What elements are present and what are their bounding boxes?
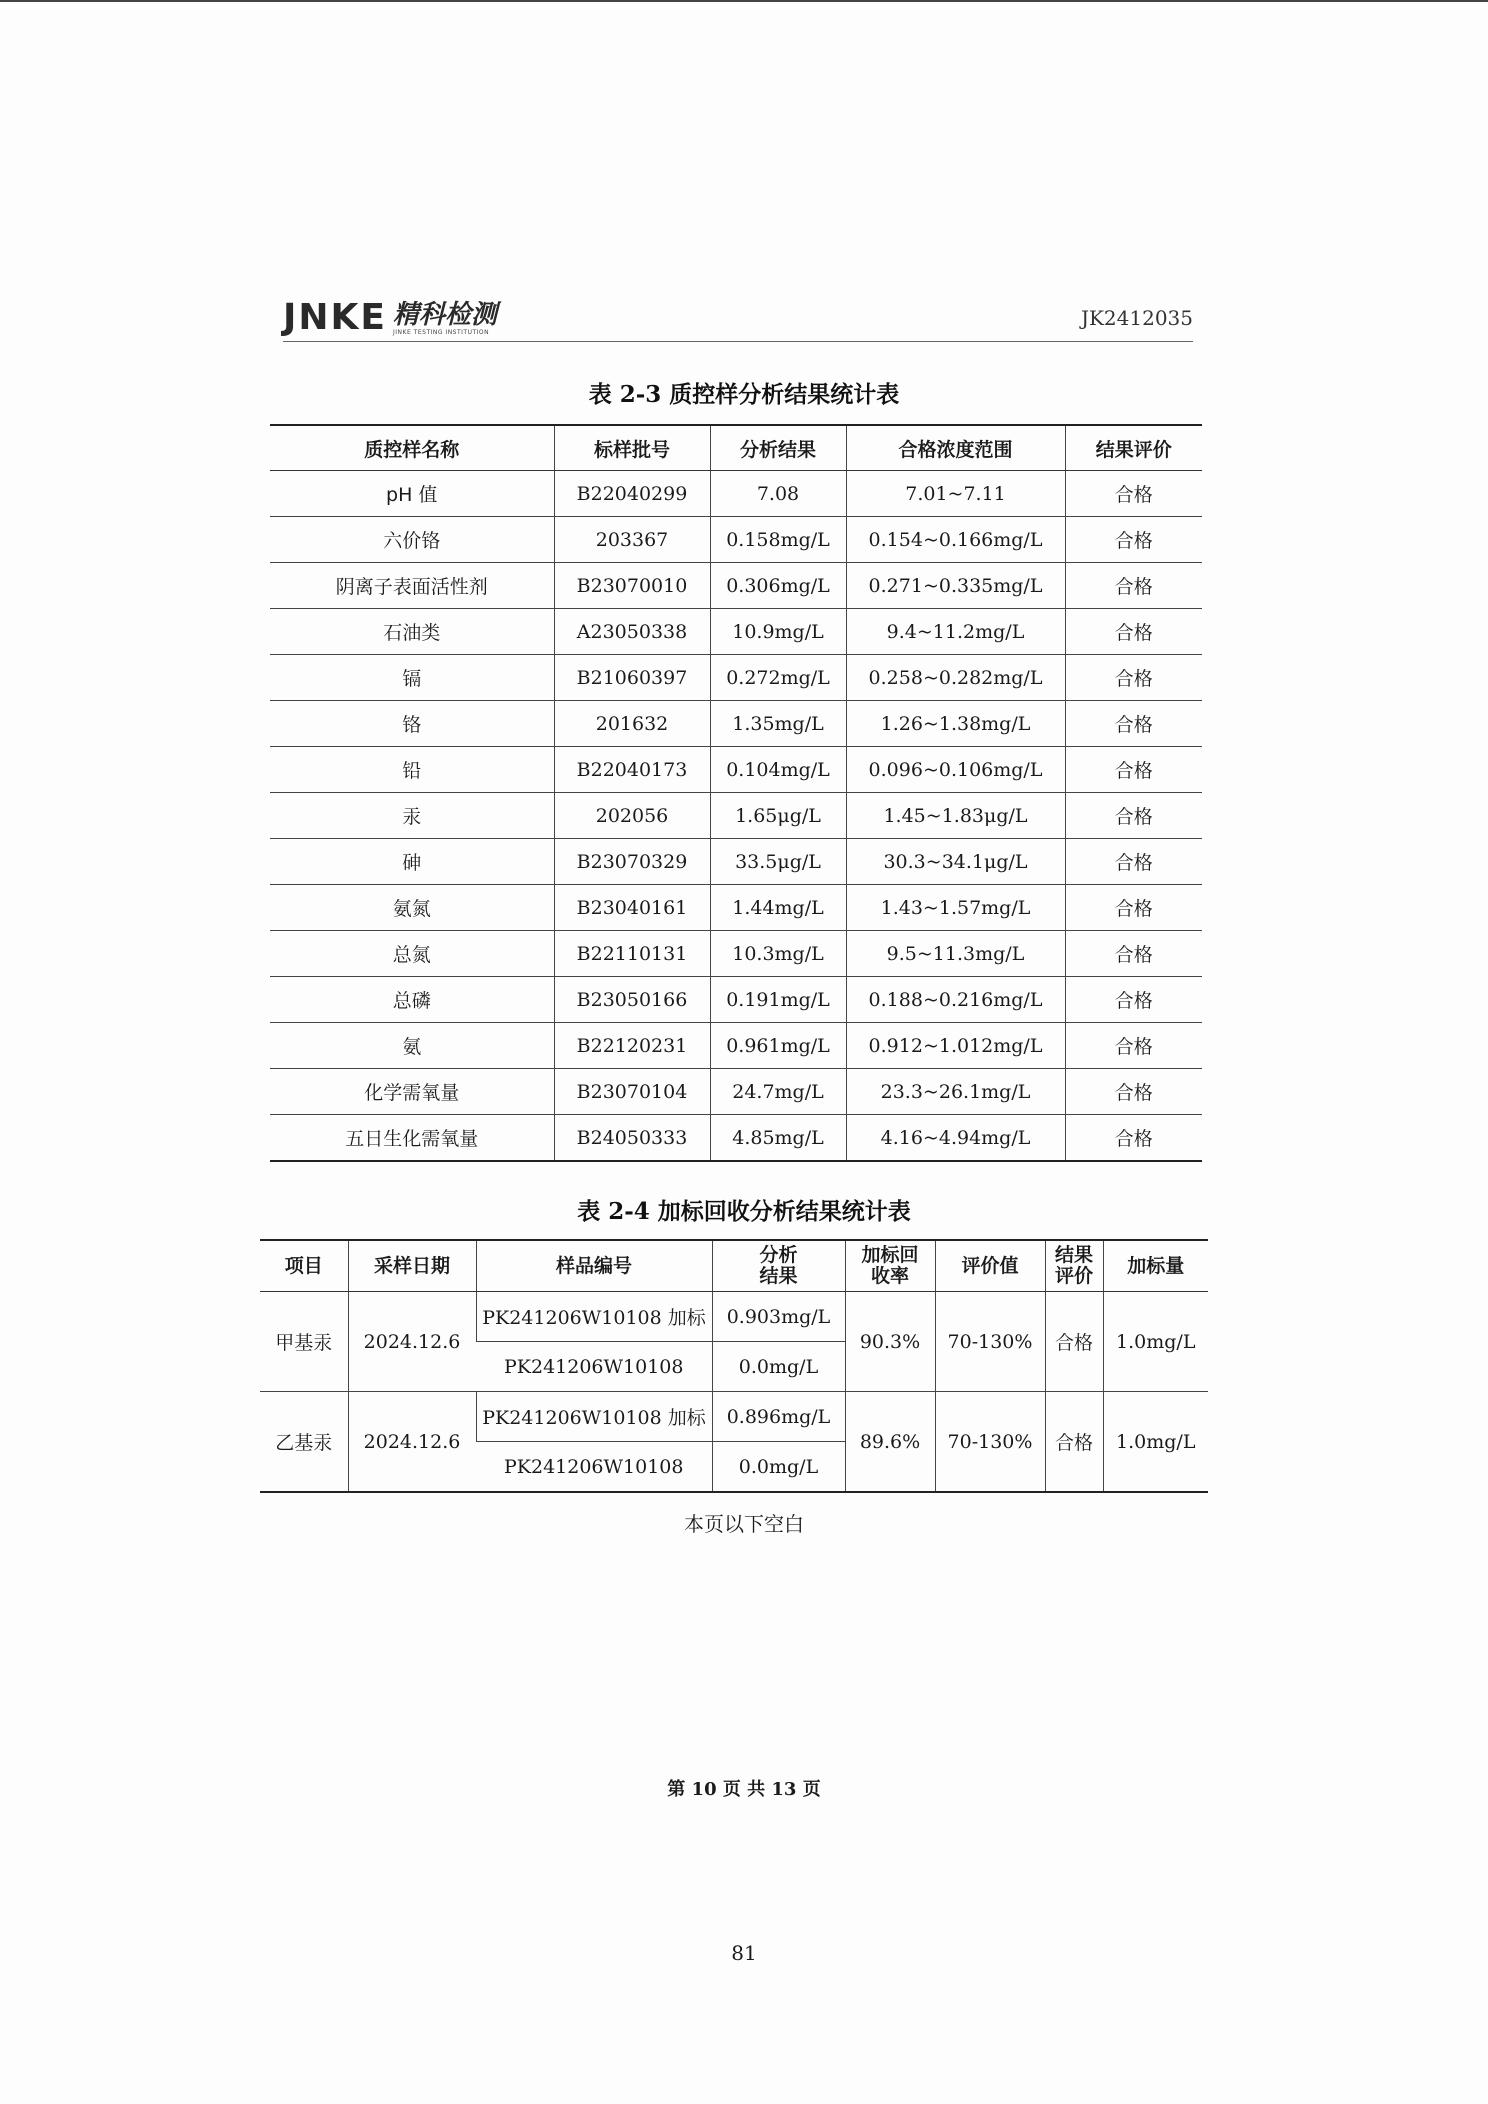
table-row [270, 701, 1202, 747]
cell-name: pH 值 [270, 471, 554, 517]
cell-result: 1.65μg/L [710, 793, 846, 839]
header-divider [283, 341, 1193, 342]
top-border [0, 0, 1488, 2]
cell-result: 1.44mg/L [710, 885, 846, 931]
cell-batch: B23050166 [554, 977, 710, 1023]
cell-evaluation: 合格 [1065, 977, 1202, 1023]
cell-recovery: 89.6% [845, 1392, 935, 1493]
qc-sample-table [270, 424, 1202, 1162]
col-header-batch: 标样批号 [554, 425, 710, 471]
cell-result: 24.7mg/L [710, 1069, 846, 1115]
cell-evaluation: 合格 [1065, 655, 1202, 701]
cell-batch: B21060397 [554, 655, 710, 701]
cell-date: 2024.12.6 [348, 1292, 476, 1392]
table-row [270, 1023, 1202, 1069]
report-number: JK2412035 [1080, 306, 1193, 330]
page-number: 第 10 页 共 13 页 [667, 1779, 821, 1800]
cell-name: 总磷 [270, 977, 554, 1023]
cell-spike: 1.0mg/L [1103, 1292, 1208, 1392]
cell-batch: B22040173 [554, 747, 710, 793]
cell-name: 氨 [270, 1023, 554, 1069]
logo-mark: JNKE [283, 297, 388, 338]
cell-name: 砷 [270, 839, 554, 885]
logo-subtitle: JINKE TESTING INSTITUTION [393, 329, 490, 336]
page-header [283, 292, 1193, 340]
col-header-criteria: 评价值 [935, 1240, 1045, 1292]
cell-batch: B23070010 [554, 563, 710, 609]
cell-result: 0.158mg/L [710, 517, 846, 563]
cell-result: 0.903mg/L [712, 1292, 845, 1342]
cell-result: 0.306mg/L [710, 563, 846, 609]
cell-sample-id: PK241206W10108 加标 [476, 1392, 712, 1442]
cell-name: 六价铬 [270, 517, 554, 563]
cell-evaluation: 合格 [1045, 1392, 1103, 1493]
cell-result: 0.0mg/L [712, 1442, 845, 1493]
cell-range: 0.912~1.012mg/L [846, 1023, 1065, 1069]
cell-evaluation: 合格 [1065, 517, 1202, 563]
cell-range: 1.43~1.57mg/L [846, 885, 1065, 931]
cell-name: 铬 [270, 701, 554, 747]
cell-result: 0.896mg/L [712, 1392, 845, 1442]
col-header-name: 质控样名称 [270, 425, 554, 471]
cell-result: 33.5μg/L [710, 839, 846, 885]
col-header-evaluation: 结果评价 [1065, 425, 1202, 471]
cell-sample-id: PK241206W10108 [476, 1442, 712, 1493]
cell-range: 1.45~1.83μg/L [846, 793, 1065, 839]
cell-item: 乙基汞 [260, 1392, 348, 1493]
cell-evaluation: 合格 [1045, 1292, 1103, 1392]
cell-evaluation: 合格 [1065, 1069, 1202, 1115]
cell-batch: 201632 [554, 701, 710, 747]
table-row [270, 1069, 1202, 1115]
cell-batch: B24050333 [554, 1115, 710, 1162]
cell-evaluation: 合格 [1065, 701, 1202, 747]
cell-result: 0.191mg/L [710, 977, 846, 1023]
cell-evaluation: 合格 [1065, 471, 1202, 517]
cell-sample-id: PK241206W10108 加标 [476, 1292, 712, 1342]
cell-name: 总氮 [270, 931, 554, 977]
cell-name: 镉 [270, 655, 554, 701]
cell-batch: 203367 [554, 517, 710, 563]
col-header-date: 采样日期 [348, 1240, 476, 1292]
cell-evaluation: 合格 [1065, 1023, 1202, 1069]
table-row [270, 655, 1202, 701]
table-row [270, 471, 1202, 517]
cell-range: 9.5~11.3mg/L [846, 931, 1065, 977]
qc-table-body [270, 471, 1202, 1162]
table1-caption: 表 2-3 质控样分析结果统计表 [588, 381, 900, 408]
cell-evaluation: 合格 [1065, 931, 1202, 977]
cell-result: 0.961mg/L [710, 1023, 846, 1069]
cell-result: 0.104mg/L [710, 747, 846, 793]
cell-result: 0.272mg/L [710, 655, 846, 701]
col-header-evaluation: 结果 评价 [1045, 1240, 1103, 1292]
col-header-spike: 加标量 [1103, 1240, 1208, 1292]
cell-sample-id: PK241206W10108 [476, 1342, 712, 1392]
cell-batch: B22040299 [554, 471, 710, 517]
cell-range: 30.3~34.1μg/L [846, 839, 1065, 885]
col-header-item: 项目 [260, 1240, 348, 1292]
cell-evaluation: 合格 [1065, 609, 1202, 655]
cell-result: 0.0mg/L [712, 1342, 845, 1392]
cell-evaluation: 合格 [1065, 793, 1202, 839]
table-row [270, 977, 1202, 1023]
stamped-page-number: 81 [731, 1941, 757, 1965]
col-header-result: 分析 结果 [712, 1240, 845, 1292]
cell-name: 五日生化需氧量 [270, 1115, 554, 1162]
cell-criteria: 70-130% [935, 1292, 1045, 1392]
cell-result: 10.3mg/L [710, 931, 846, 977]
table-row [270, 885, 1202, 931]
cell-name: 阴离子表面活性剂 [270, 563, 554, 609]
table-row [270, 747, 1202, 793]
cell-name: 化学需氧量 [270, 1069, 554, 1115]
cell-batch: A23050338 [554, 609, 710, 655]
col-header-result: 分析结果 [710, 425, 846, 471]
cell-batch: B22110131 [554, 931, 710, 977]
table-row [270, 563, 1202, 609]
cell-name: 氨氮 [270, 885, 554, 931]
cell-range: 7.01~7.11 [846, 471, 1065, 517]
cell-batch: B22120231 [554, 1023, 710, 1069]
cell-batch: B23040161 [554, 885, 710, 931]
cell-range: 0.096~0.106mg/L [846, 747, 1065, 793]
cell-range: 0.271~0.335mg/L [846, 563, 1065, 609]
table-header-row [270, 425, 1202, 471]
cell-batch: B23070104 [554, 1069, 710, 1115]
cell-item: 甲基汞 [260, 1292, 348, 1392]
spike-recovery-table [260, 1239, 1208, 1493]
cell-name: 铅 [270, 747, 554, 793]
cell-result: 7.08 [710, 471, 846, 517]
cell-evaluation: 合格 [1065, 563, 1202, 609]
col-header-range: 合格浓度范围 [846, 425, 1065, 471]
cell-result: 10.9mg/L [710, 609, 846, 655]
table-row [270, 839, 1202, 885]
cell-spike: 1.0mg/L [1103, 1392, 1208, 1493]
cell-name: 汞 [270, 793, 554, 839]
table-row [270, 609, 1202, 655]
cell-result: 4.85mg/L [710, 1115, 846, 1162]
cell-evaluation: 合格 [1065, 885, 1202, 931]
cell-name: 石油类 [270, 609, 554, 655]
table-row [260, 1392, 1208, 1442]
cell-range: 23.3~26.1mg/L [846, 1069, 1065, 1115]
company-logo [283, 292, 497, 336]
cell-batch: 202056 [554, 793, 710, 839]
table-row [270, 1115, 1202, 1162]
cell-range: 0.258~0.282mg/L [846, 655, 1065, 701]
cell-date: 2024.12.6 [348, 1392, 476, 1493]
table-row [260, 1292, 1208, 1342]
table-row [270, 517, 1202, 563]
cell-recovery: 90.3% [845, 1292, 935, 1392]
col-header-recovery: 加标回 收率 [845, 1240, 935, 1292]
cell-result: 1.35mg/L [710, 701, 846, 747]
table-row [270, 931, 1202, 977]
spike-table-body [260, 1292, 1208, 1493]
cell-evaluation: 合格 [1065, 1115, 1202, 1162]
cell-evaluation: 合格 [1065, 839, 1202, 885]
cell-criteria: 70-130% [935, 1392, 1045, 1493]
table-row [270, 793, 1202, 839]
table-header-row [260, 1240, 1208, 1292]
cell-range: 1.26~1.38mg/L [846, 701, 1065, 747]
cell-range: 4.16~4.94mg/L [846, 1115, 1065, 1162]
blank-below-note: 本页以下空白 [684, 1512, 804, 1536]
cell-evaluation: 合格 [1065, 747, 1202, 793]
table2-caption: 表 2-4 加标回收分析结果统计表 [577, 1198, 911, 1225]
cell-range: 0.154~0.166mg/L [846, 517, 1065, 563]
cell-range: 9.4~11.2mg/L [846, 609, 1065, 655]
cell-range: 0.188~0.216mg/L [846, 977, 1065, 1023]
cell-batch: B23070329 [554, 839, 710, 885]
logo-chinese-name: 精科检测 [393, 300, 498, 330]
col-header-sample-id: 样品编号 [476, 1240, 712, 1292]
